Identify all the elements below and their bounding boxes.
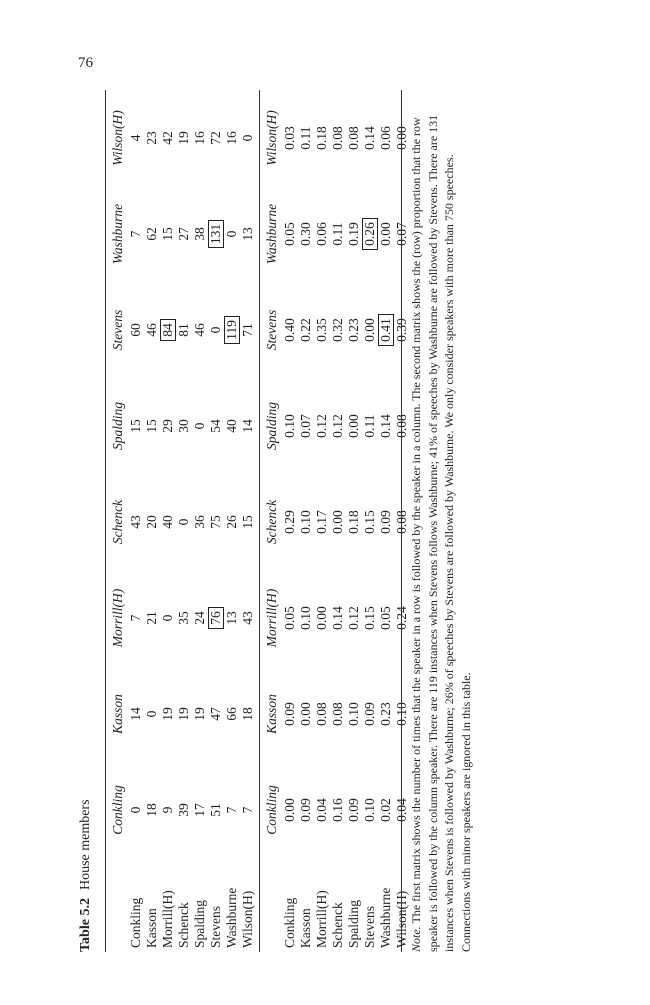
col-header: Stevens xyxy=(264,309,279,351)
table-cell: 0.06 xyxy=(314,222,329,246)
table-cell: 0.00 xyxy=(362,318,377,342)
row-label: Conkling xyxy=(128,897,143,948)
count-header-row xyxy=(108,90,128,952)
table-cell: 0.22 xyxy=(298,318,313,342)
table-row xyxy=(128,90,144,952)
table-cell: 0.00 xyxy=(314,606,329,630)
table-row xyxy=(208,90,224,952)
row-label: Morrill(H) xyxy=(160,890,175,948)
table-cell: 0.00 xyxy=(394,126,409,150)
row-label: Schenck xyxy=(330,902,345,948)
table-label: Table 5.2 xyxy=(78,898,93,952)
table-cell-highlighted xyxy=(208,570,224,666)
table-cell: 13 xyxy=(240,227,255,241)
table-cell: 0.04 xyxy=(394,798,409,822)
table-cell: 0 xyxy=(128,806,143,814)
table-cell: 0.11 xyxy=(298,126,313,150)
table-cell: 0.18 xyxy=(314,126,329,150)
table-cell: 19 xyxy=(192,707,207,721)
table-cell: 0.00 xyxy=(378,222,393,246)
table-cell: 43 xyxy=(240,611,255,625)
table-cell: 0 xyxy=(176,518,191,526)
top-rule xyxy=(105,90,106,952)
table-cell: 0.09 xyxy=(378,510,393,534)
table-cell: 0.02 xyxy=(378,798,393,822)
table-cell: 0 xyxy=(160,614,175,622)
col-header: Stevens xyxy=(110,309,125,351)
table-cell: 0.05 xyxy=(282,606,297,630)
table-cell: 66 xyxy=(224,707,239,721)
table-row xyxy=(176,90,192,952)
table-cell: 0.39 xyxy=(394,318,409,342)
table-cell: 0.12 xyxy=(330,414,345,438)
table-cell: 0.35 xyxy=(314,318,329,342)
highlight-box: 76 xyxy=(208,607,224,629)
table-row xyxy=(282,90,298,952)
table-cell: 0.14 xyxy=(330,606,345,630)
table-cell: 18 xyxy=(240,707,255,721)
table-cell: 38 xyxy=(192,227,207,241)
table-cell: 19 xyxy=(176,707,191,721)
table-cell: 21 xyxy=(144,611,159,625)
table-row xyxy=(224,90,240,952)
table-cell: 0.11 xyxy=(362,414,377,438)
row-label: Kasson xyxy=(298,908,313,948)
table-cell: 0 xyxy=(224,230,239,238)
table-cell: 13 xyxy=(224,611,239,625)
table-cell: 0.10 xyxy=(298,606,313,630)
row-label: Kasson xyxy=(144,908,159,948)
table-cell: 0 xyxy=(240,134,255,142)
row-label: Conkling xyxy=(282,897,297,948)
table-cell: 0.08 xyxy=(314,702,329,726)
table-cell: 0.08 xyxy=(346,126,361,150)
table-row xyxy=(330,90,346,952)
table-cell: 46 xyxy=(144,323,159,337)
table-cell: 19 xyxy=(176,131,191,145)
col-header: Wilson(H) xyxy=(264,110,279,166)
row-label: Stevens xyxy=(208,906,223,948)
bottom-rule xyxy=(401,90,402,952)
table-cell: 16 xyxy=(192,131,207,145)
table-cell: 40 xyxy=(160,515,175,529)
table-cell: 0.08 xyxy=(394,414,409,438)
table-cell: 7 xyxy=(240,806,255,814)
table-cell: 0.09 xyxy=(298,798,313,822)
table-cell: 0.32 xyxy=(330,318,345,342)
table-cell: 51 xyxy=(208,803,223,817)
table-cell: 47 xyxy=(208,707,223,721)
table-cell: 0.29 xyxy=(282,510,297,534)
table-cell: 0.08 xyxy=(330,126,345,150)
table-row xyxy=(160,90,176,952)
table-cell: 0.11 xyxy=(330,222,345,246)
highlight-box: 84 xyxy=(160,319,176,341)
table-cell: 0.10 xyxy=(346,702,361,726)
table-cell-highlighted xyxy=(362,186,378,282)
table-cell: 0 xyxy=(208,326,223,334)
table-cell: 29 xyxy=(160,419,175,433)
highlight-box: 0.41 xyxy=(378,314,394,346)
highlight-box: 119 xyxy=(224,316,240,344)
table-cell: 7 xyxy=(128,614,143,622)
table-cell: 46 xyxy=(192,323,207,337)
table-cell: 17 xyxy=(192,803,207,817)
table-cell: 9 xyxy=(160,806,175,814)
count-matrix xyxy=(108,90,256,952)
table-cell: 7 xyxy=(224,806,239,814)
table-cell: 14 xyxy=(240,419,255,433)
row-label: Morrill(H) xyxy=(314,890,329,948)
table-cell: 0.03 xyxy=(282,126,297,150)
table-cell: 75 xyxy=(208,515,223,529)
table-cell: 60 xyxy=(128,323,143,337)
highlight-box: 131 xyxy=(208,220,224,248)
table-cell: 24 xyxy=(192,611,207,625)
table-cell: 16 xyxy=(224,131,239,145)
col-header: Washburne xyxy=(110,203,125,265)
table-title: House members xyxy=(78,799,93,891)
table-cell: 0.23 xyxy=(346,318,361,342)
table-cell: 0.06 xyxy=(378,126,393,150)
table-cell: 0.40 xyxy=(282,318,297,342)
table-cell: 0 xyxy=(144,710,159,718)
col-header: Schenck xyxy=(110,499,125,545)
middle-rule xyxy=(259,90,260,952)
row-label: Wilson(H) xyxy=(240,890,255,948)
table-cell: 71 xyxy=(240,323,255,337)
proportion-header-row xyxy=(262,90,282,952)
note-text: The first matrix shows the number of times that the speaker in a row is followed by the speaker in a column. The second matrix shows the (row) proportion that the row speaker is followed by the column speaker. There are 119 instances when Stevens follows Washburne; 41% of speeches by Washburne are followed by Stevens. There are 131 instances when Stevens is followed by Washburne; 26% of speeches by Stevens are followed by Washburne. We only consider speakers with more than 750 speeches. Connections with minor speakers are ignored in this table. xyxy=(409,114,473,952)
col-header: Morrill(H) xyxy=(264,588,279,648)
table-row xyxy=(298,90,314,952)
table-cell: 35 xyxy=(176,611,191,625)
table-cell: 0.19 xyxy=(346,222,361,246)
table-cell: 0.00 xyxy=(330,510,345,534)
row-label: Washburne xyxy=(378,887,393,948)
col-header: Morrill(H) xyxy=(110,588,125,648)
col-header: Kasson xyxy=(264,694,279,734)
table-cell: 0.07 xyxy=(394,222,409,246)
table-cell: 0.10 xyxy=(282,414,297,438)
table-cell: 0.09 xyxy=(362,702,377,726)
table-cell: 0.12 xyxy=(346,606,361,630)
table-cell: 0.18 xyxy=(346,510,361,534)
table-note xyxy=(408,92,474,952)
table-cell-highlighted xyxy=(378,282,394,378)
note-label: Note. xyxy=(409,926,423,952)
table-cell: 30 xyxy=(176,419,191,433)
highlight-box: 0.26 xyxy=(362,218,378,250)
proportion-matrix xyxy=(262,90,410,952)
table-cell: 62 xyxy=(144,227,159,241)
table-cell: 0.16 xyxy=(330,798,345,822)
col-header: Washburne xyxy=(264,203,279,265)
table-cell-highlighted xyxy=(224,282,240,378)
table-cell: 7 xyxy=(128,230,143,238)
table-cell: 42 xyxy=(160,131,175,145)
col-header: Conkling xyxy=(264,785,279,835)
table-cell: 20 xyxy=(144,515,159,529)
row-label: Washburne xyxy=(224,887,239,948)
page-number: 76 xyxy=(78,55,93,71)
table-cell: 40 xyxy=(224,419,239,433)
table-cell: 0.24 xyxy=(394,606,409,630)
table-cell: 0.09 xyxy=(346,798,361,822)
table-cell: 0.14 xyxy=(378,414,393,438)
table-cell: 0.23 xyxy=(378,702,393,726)
table-cell-highlighted xyxy=(160,282,176,378)
col-header: Kasson xyxy=(110,694,125,734)
table-cell: 0.00 xyxy=(298,702,313,726)
table-cell: 15 xyxy=(128,419,143,433)
table-cell: 26 xyxy=(224,515,239,529)
table-cell: 0 xyxy=(192,422,207,430)
table-cell: 0.07 xyxy=(298,414,313,438)
table-cell: 4 xyxy=(128,134,143,142)
table-cell: 23 xyxy=(144,131,159,145)
table-cell: 0.10 xyxy=(362,798,377,822)
row-label: Wilson(H) xyxy=(394,890,409,948)
table-row xyxy=(144,90,160,952)
table-cell: 14 xyxy=(128,707,143,721)
table-row xyxy=(192,90,208,952)
table-cell: 15 xyxy=(240,515,255,529)
col-header: Conkling xyxy=(110,785,125,835)
row-label: Spalding xyxy=(192,899,207,948)
table-cell: 0.17 xyxy=(314,510,329,534)
table-cell: 0.00 xyxy=(282,798,297,822)
row-label: Stevens xyxy=(362,906,377,948)
table-cell: 0.14 xyxy=(362,126,377,150)
table-cell: 27 xyxy=(176,227,191,241)
table-cell: 0.00 xyxy=(346,414,361,438)
table-row xyxy=(240,90,256,952)
table-cell: 0.15 xyxy=(362,510,377,534)
table-cell: 15 xyxy=(144,419,159,433)
col-header: Schenck xyxy=(264,499,279,545)
table-cell: 0.09 xyxy=(282,702,297,726)
table-cell: 0.30 xyxy=(298,222,313,246)
table-cell-highlighted xyxy=(208,186,224,282)
table-cell: 0.10 xyxy=(394,702,409,726)
table-cell: 19 xyxy=(160,707,175,721)
col-header: Spalding xyxy=(110,402,125,451)
table-cell: 15 xyxy=(160,227,175,241)
table-cell: 0.05 xyxy=(282,222,297,246)
table-cell: 39 xyxy=(176,803,191,817)
table-cell: 81 xyxy=(176,323,191,337)
row-label: Spalding xyxy=(346,899,361,948)
table-cell: 72 xyxy=(208,131,223,145)
table-cell: 0.04 xyxy=(314,798,329,822)
table-row xyxy=(362,90,378,952)
table-row xyxy=(378,90,394,952)
table-cell: 0.05 xyxy=(378,606,393,630)
table-cell: 0.08 xyxy=(394,510,409,534)
col-header: Wilson(H) xyxy=(110,110,125,166)
table-row xyxy=(346,90,362,952)
col-header: Spalding xyxy=(264,402,279,451)
row-label: Schenck xyxy=(176,902,191,948)
table-cell: 36 xyxy=(192,515,207,529)
header-blank xyxy=(108,858,128,952)
table-cell: 0.15 xyxy=(362,606,377,630)
table-row xyxy=(314,90,330,952)
rotated-table-frame xyxy=(78,90,508,952)
table-cell: 43 xyxy=(128,515,143,529)
table-cell: 18 xyxy=(144,803,159,817)
table-cell: 0.10 xyxy=(298,510,313,534)
table-cell: 54 xyxy=(208,419,223,433)
table-cell: 0.08 xyxy=(330,702,345,726)
table-caption xyxy=(78,799,94,952)
header-blank xyxy=(262,858,282,952)
table-cell: 0.12 xyxy=(314,414,329,438)
